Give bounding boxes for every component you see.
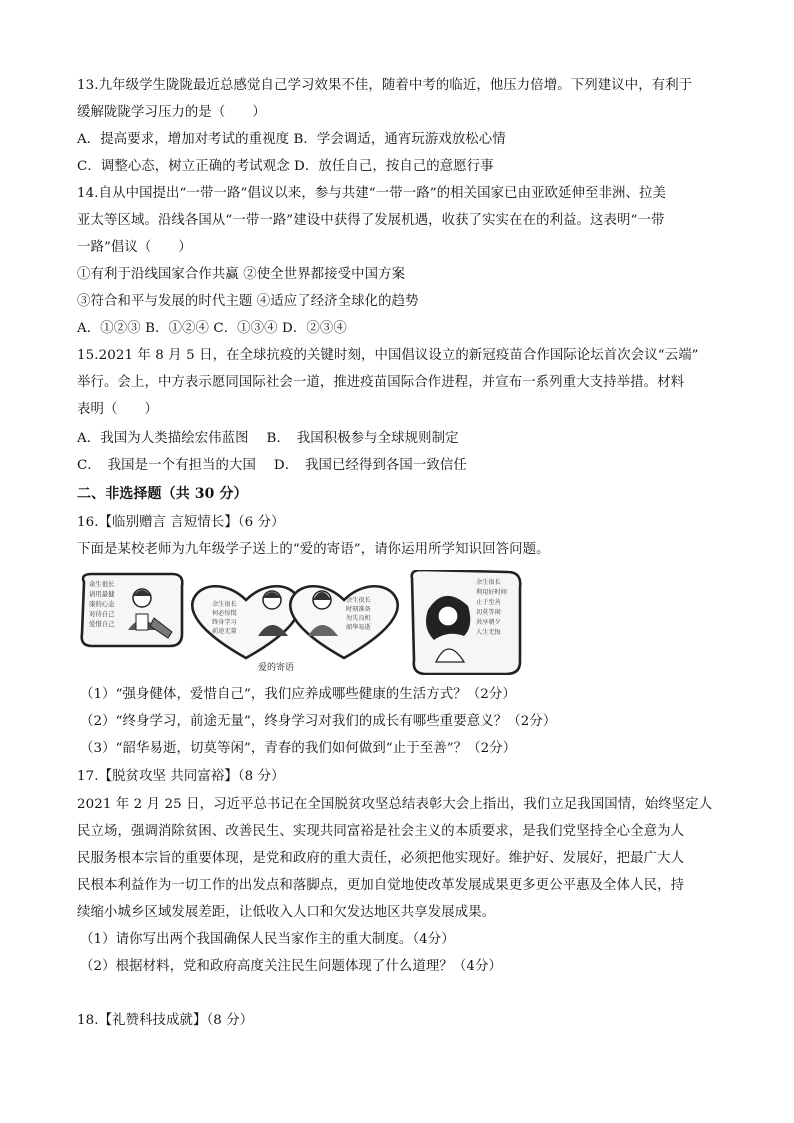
q15-stem-line3: 表明（ ） bbox=[77, 402, 158, 417]
q14-statements-12: ①有利于沿线国家合作共赢 ②使全世界都接受中国方案 bbox=[77, 267, 406, 282]
q15-stem-line2: 举行。会上，中方表示愿同国际社会一道，推进疫苗国际合作进程，并宣布一系列重大支持举措。材料 bbox=[77, 375, 685, 390]
q16-title: 16.【临别赠言 言短情长】（6 分） bbox=[77, 515, 285, 530]
q17-title: 17.【脱贫攻坚 共同富裕】（8 分） bbox=[77, 769, 285, 784]
card3-text: 余生很长 时刻准备 勿失良机 韶华易逝 bbox=[346, 597, 371, 631]
q14-stem-line2: 亚太等区域。沿线各国从“一带一路”建设中获得了发展机遇，收获了实实在在的利益。这表明“一带 bbox=[77, 213, 665, 228]
q16-sub3: （3）“韶华易逝，切莫等闲”，青春的我们如何做到“止于至善”？（2分） bbox=[80, 741, 517, 756]
q14-statements-34: ③符合和平与发展的时代主题 ④适应了经济全球化的趋势 bbox=[77, 294, 419, 309]
q17-material-line3: 民服务根本宗旨的重要体现，是党和政府的重大责任，必须把他实现好。维护好、发展好，把最广大人 bbox=[77, 851, 685, 866]
q13-stem-line1: 13.九年级学生陇陇最近总感觉自己学习效果不佳，随着中考的临近，他压力倍增。下列建议中，有利于 bbox=[77, 78, 693, 93]
card2-text: 余生很长 何必惊慌 终身学习 前途无量 bbox=[212, 601, 237, 635]
q17-material-line4: 民根本利益作为一切工作的出发点和落脚点，更加自觉地使改革发展成果更多更公平惠及全体人民，持 bbox=[77, 878, 685, 893]
q17-material-line2: 民立场，强调消除贫困、改善民生、实现共同富裕是社会主义的本质要求，是我们党坚持全心全意为人 bbox=[77, 824, 685, 839]
q14-options: A．①②③ B．①②④ C．①③④ D．②③④ bbox=[77, 321, 347, 336]
section-heading-nonchoice: 二、非选择题（共 30 分） bbox=[77, 486, 248, 502]
q14-stem-line3: 一路”倡议（ ） bbox=[77, 240, 192, 255]
q15-options-ab: A．我国为人类描绘宏伟蓝图 B． 我国积极参与全球规则制定 bbox=[77, 431, 459, 446]
q17-sub2: （2）根据材料，党和政府高度关注民生问题体现了什么道理？（4分） bbox=[80, 959, 502, 974]
q15-stem-line1: 15.2021 年 8 月 5 日，在全球抗疫的关键时刻，中国倡议设立的新冠疫苗合作国际论坛首次会议“云端” bbox=[77, 348, 699, 363]
q17-material-line1: 2021 年 2 月 25 日，习近平总书记在全国脱贫攻坚总结表彰大会上指出，我们立足我国国情，始终坚定人 bbox=[77, 797, 713, 812]
q16-sub1: （1）“强身健体，爱惜自己”，我们应养成哪些健康的生活方式？（2分） bbox=[80, 687, 516, 702]
love-message-illustration bbox=[76, 570, 526, 675]
q14-stem-line1: 14.自从中国提出“一带一路”倡议以来，参与共建“一带一路”的相关国家已由亚欧延伸至非洲、拉美 bbox=[77, 186, 666, 201]
card4-text: 余生很长 利用好时间 止于至善 切莫等闲 共享朝夕 人生无悔 bbox=[476, 579, 507, 636]
q15-options-cd: C． 我国是一个有担当的大国 D． 我国已经得到各国一致信任 bbox=[77, 458, 467, 473]
q16-sub2: （2）“终身学习，前途无量”，终身学习对我们的成长有哪些重要意义？（2分） bbox=[80, 714, 557, 729]
q17-material-line5: 续缩小城乡区域发展差距，让低收入人口和欠发达地区共享发展成果。 bbox=[77, 905, 496, 920]
figure-caption: 爱的寄语 bbox=[258, 663, 295, 673]
q13-options-ab: A．提高要求，增加对考试的重视度 B．学会调适，通宵玩游戏放松心情 bbox=[77, 132, 506, 147]
q13-options-cd: C．调整心态，树立正确的考试观念 D．放任自己，按自己的意愿行事 bbox=[77, 159, 494, 174]
q16-intro: 下面是某校老师为九年级学子送上的“爱的寄语”，请你运用所学知识回答问题。 bbox=[77, 542, 550, 557]
q13-stem-line2: 缓解陇陇学习压力的是（ ） bbox=[77, 105, 266, 120]
card3-heart-frame bbox=[290, 586, 397, 658]
q17-sub1: （1）请你写出两个我国确保人民当家作主的重大制度。（4分） bbox=[80, 932, 455, 947]
card1-text: 余生很长 请用最健 康的心态 对待自己 爱惜自己 bbox=[89, 580, 115, 628]
q18-title: 18.【礼赞科技成就】（8 分） bbox=[77, 1013, 254, 1028]
card2-heart-frame bbox=[192, 586, 299, 658]
